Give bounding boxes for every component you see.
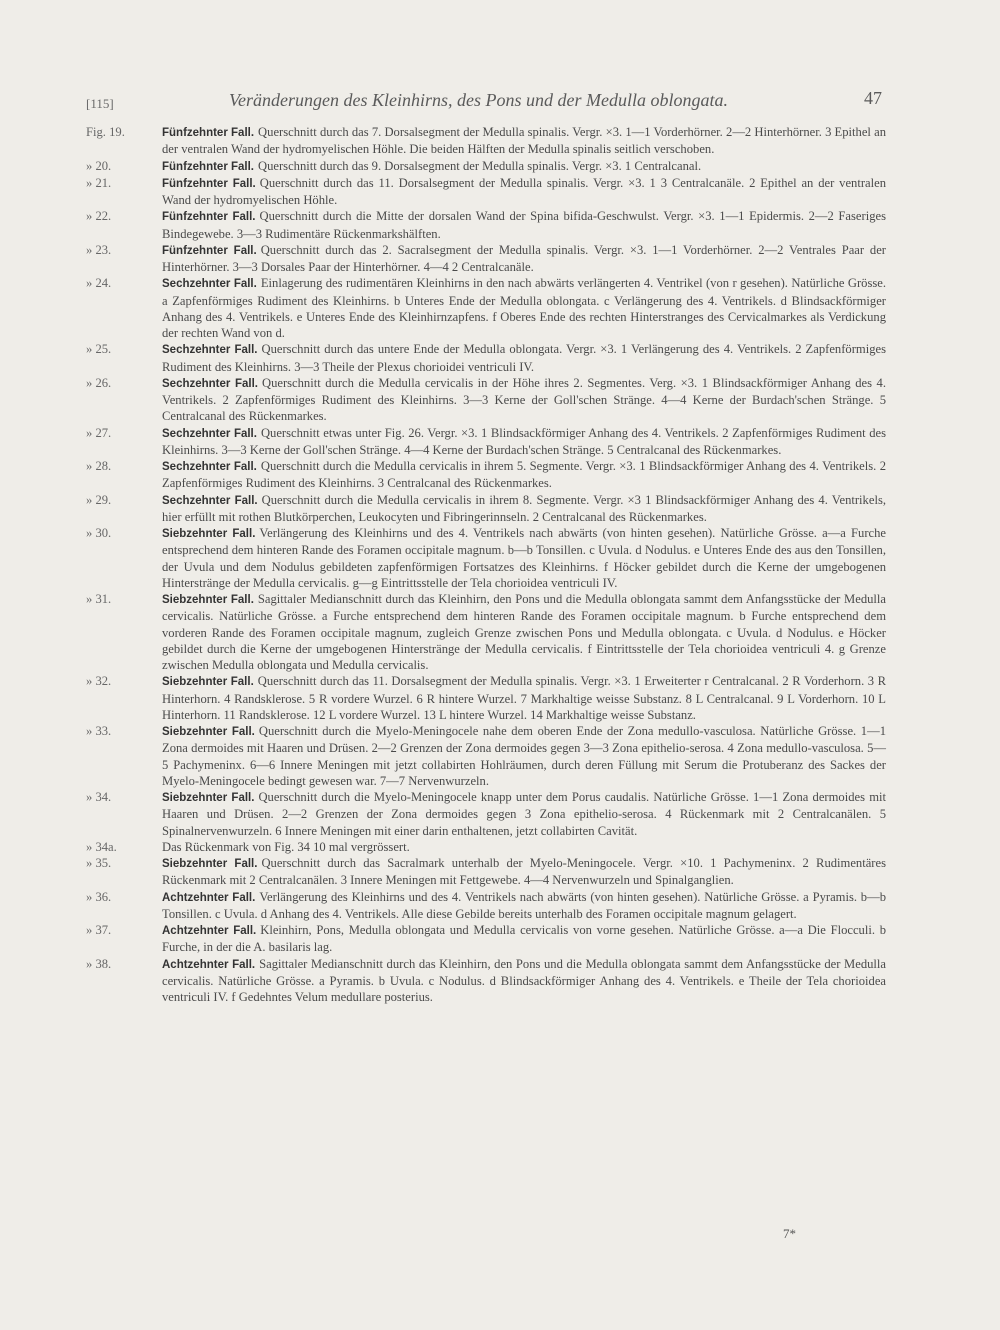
figure-caption <box>86 375 886 425</box>
figure-number: » 35. <box>86 856 112 870</box>
case-title: Achtzehnter Fall. <box>162 958 256 971</box>
case-title: Sechzehnter Fall. <box>162 461 257 473</box>
figure-caption <box>86 956 886 1006</box>
figure-caption <box>86 673 886 723</box>
case-title: Achtzehnter Fall. <box>162 891 256 904</box>
case-title: Achtzehnter Fall. <box>162 925 257 937</box>
figure-number: » 20. <box>86 158 112 173</box>
figure-number: » 26. <box>86 375 112 390</box>
figure-caption <box>86 855 886 889</box>
figure-number: » 29. <box>86 492 112 507</box>
figure-caption <box>86 275 886 341</box>
caption-text: Einlagerung des rudimentären Kleinhirns in den nach abwärts verlängerten 4. Ventrikel (von r gesehen). Natürliche Grösse. a Zapfenförmiges Rudiment des Kleinhirns. b Unteres Ende der Medulla oblongata. c Verlängerung des 4. Ventrikels. d Blindsackförmiger Anhang des 4. Ventrikels. e Unteres Ende des Kleinhirnzapfens. f Oberes Ende des rechten Hinterstranges des Cervicalmarkes als Verdickung der rechten Wand von d. <box>162 276 886 340</box>
caption-text: Querschnitt durch das 9. Dorsalsegment der Medulla spinalis. Vergr. ×3. 1 Centralcanal. <box>258 158 702 173</box>
caption-text: Verlängerung des Kleinhirns und des 4. Ventrikels nach abwärts (von hinten gesehen). Natürliche Grösse. a—a Furche entsprechend dem hinteren Rande des Foramen occipitale magnum. b—b Tonsillen. c Uvula. d Nodulus. e Unteres Ende des aus den Tonsillen, der Uvula und dem Nodulus gebildeten zapfenförmigen Fortsatzes des Kleinhirns. f Höcker gebildet durch die Kerne der umgebogenen Hinterstränge der Medulla cervicalis. g—g Eintrittsstelle der Tela chorioidea ventriculi IV. <box>162 526 886 590</box>
case-title: Sechzehnter Fall. <box>162 377 258 390</box>
figure-caption <box>86 458 886 492</box>
caption-text: Querschnitt durch die Medulla cervicalis in ihrem 8. Segmente. Vergr. ×3 1 Blindsackförmiger Anhang des 4. Ventrikels, hier erfüllt mit rothen Blutkörperchen, Leukocyten und Fibringerinnseln. 2 Centralcanal des Rückenmarkes. <box>162 492 886 524</box>
figure-caption <box>86 591 886 673</box>
case-title: Siebzehnter Fall. <box>162 594 254 606</box>
case-title: Siebzehnter Fall. <box>162 528 256 540</box>
figure-caption <box>86 124 886 158</box>
figure-caption <box>86 208 886 242</box>
figure-number: » 36. <box>86 889 112 904</box>
case-title: Sechzehnter Fall. <box>162 427 257 440</box>
figure-caption <box>86 789 886 839</box>
signature-mark: 7* <box>783 1226 796 1241</box>
caption-text: Querschnitt durch die Medulla cervicalis in der Höhe ihres 2. Segmentes. Verg. ×3. 1 Blindsackförmiger Anhang des 4. Ventrikels. 2 Zapfenförmiges Rudiment des Kleinhirns. 3—3 Kerne der Goll'schen Stränge. 4—4 Kerne der Burdach'schen Stränge. 5 Centralcanal des Rückenmarkes. <box>162 375 886 424</box>
figure-caption <box>86 341 886 375</box>
caption-text: Querschnitt durch das 11. Dorsalsegment der Medulla spinalis. Vergr. ×3. 1 Erweiterter r Centralcanal. 2 R Vorderhorn. 3 R Hinterhorn. 4 Randsklerose. 5 R vordere Wurzel. 6 R hintere Wurzel. 7 Markhaltige weisse Substanz. 8 L Centralcanal. 9 L Vorderhorn. 10 L Hinterhorn. 11 Randsklerose. 12 L vordere Wurzel. 13 L hintere Wurzel. 14 Markhaltige weisse Substanz. <box>162 674 886 722</box>
figure-caption <box>86 723 886 789</box>
figure-number: » 30. <box>86 526 112 540</box>
caption-text: Verlängerung des Kleinhirns und des 4. Ventrikels nach abwärts (von hinten gesehen). Natürliche Grösse. a Pyramis. b—b Tonsillen. c Uvula. d Anhang des 4. Ventrikels. Alle diese Gebilde bereits unterhalb des Foramen occipitale magnum gelagert. <box>162 889 886 921</box>
figure-number: Fig. 19. <box>86 125 125 139</box>
case-title: Sechzehnter Fall. <box>162 278 257 291</box>
case-title: Siebzehnter Fall. <box>162 676 254 689</box>
figure-caption <box>86 492 886 526</box>
case-title: Fünfzehnter Fall. <box>162 127 255 139</box>
caption-text: Sagittaler Medianschnitt durch das Kleinhirn, den Pons und die Medulla oblongata sammt dem Anfangsstücke der Medulla cervicalis. Natürliche Grösse. a Furche entsprechend dem hinteren Rande des Foramen occipitale magnum. b Furche entsprechend dem vorderen Rande des Foramen occipitale magnum, zugleich Grenze zwischen Pons und Medulla oblongata. c Uvula. d Nodulus. e Höcker gebildet durch die Kerne der umgebogenen Hinterstränge der Medulla cervicalis. f Eintrittsstelle der Tela chorioidea ventriculi 4. g Grenze zwischen Medulla oblongata und Medulla cervicalis. <box>162 592 887 672</box>
figure-number: » 27. <box>86 425 112 440</box>
figure-number: » 23. <box>86 242 112 257</box>
case-title: Siebzehnter Fall. <box>162 726 255 738</box>
caption-text: Kleinhirn, Pons, Medulla oblongata und Medulla cervicalis von vorne gesehen. Natürliche Grösse. a—a Die Flocculi. b Furche, in der die A. basilaris lag. <box>162 923 887 955</box>
figure-number: » 34a. <box>86 839 117 854</box>
figure-captions-list <box>86 124 886 1005</box>
page-number: 47 <box>864 88 882 108</box>
caption-text: Querschnitt durch die Medulla cervicalis in ihrem 5. Segmente. Vergr. ×3. 1 Blindsackförmiger Anhang des 4. Ventrikels. 2 Zapfenförmiges Rudiment des Kleinhirns. 3 Centralcanal des Rückenmarkes. <box>162 459 886 491</box>
figure-caption <box>86 889 886 923</box>
figure-number: » 31. <box>86 592 112 606</box>
case-title: Fünfzehnter Fall. <box>162 244 257 257</box>
figure-caption <box>86 525 886 591</box>
running-head <box>86 88 882 114</box>
caption-text: Querschnitt durch das 11. Dorsalsegment der Medulla spinalis. Vergr. ×3. 1 3 Centralcanäle. 2 Epithel an der ventralen Wand der hydromyelischen Höhle. <box>162 175 887 207</box>
caption-text: Querschnitt durch die Myelo-Meningocele knapp unter dem Porus caudalis. Natürliche Grösse. 1—1 Zona dermoides mit Haaren und Drüsen. 2—2 Grenzen der Zona dermoides gegen 3 Zona epithelio-serosa. 4 Rückenmark mit 2 Centralcanälen. 5 Spinalnervenwurzeln. 6 Innere Meningen mit einer darin enthaltenen, jetzt collabirten Cavität. <box>162 790 886 838</box>
figure-number: » 38. <box>86 956 112 971</box>
caption-text: Querschnitt durch die Mitte der dorsalen Wand der Spina bifida-Geschwulst. Vergr. ×3. 1—1 Epidermis. 2—2 Faseriges Bindegewebe. 3—3 Rudimentäre Rückenmarkshälften. <box>162 209 886 241</box>
caption-text: Querschnitt durch die Myelo-Meningocele nahe dem oberen Ende der Zona medullo-vasculosa. Natürliche Grösse. 1—1 Zona dermoides mit Haaren und Drüsen. 2—2 Grenzen der Zona dermoides gegen 3—3 Zona epithelio-serosa. 4 Zona medullo-vasculosa. 5—5 Pachymeninx. 6—6 Innere Meningen mit jetzt collabirten Hohlräumen, durch deren Füllung mit Serum die Protuberanz des Sackes der Myelo-Meningocele bedingt gewesen war. 7—7 Nervenwurzeln. <box>162 724 886 788</box>
case-title: Siebzehnter Fall. <box>162 858 258 870</box>
figure-number: » 37. <box>86 923 112 937</box>
running-title: Veränderungen des Kleinhirns, des Pons und der Medulla oblongata. <box>229 90 728 110</box>
case-title: Sechzehnter Fall. <box>162 344 258 357</box>
figure-caption <box>86 158 886 175</box>
section-marker: [115] <box>86 96 114 111</box>
case-title: Fünfzehnter Fall. <box>162 177 256 190</box>
caption-text: Querschnitt durch das 7. Dorsalsegment der Medulla spinalis. Vergr. ×3. 1—1 Vorderhörner. 2—2 Hinterhörner. 3 Epithel an der ventralen Wand der hydromyelischen Höhle. Die beiden Hälften der Medulla spinalis seitlich verschoben. <box>162 125 887 157</box>
case-title: Fünfzehnter Fall. <box>162 160 254 173</box>
figure-caption <box>86 242 886 276</box>
figure-number: » 32. <box>86 674 112 689</box>
caption-text: Das Rückenmark von Fig. 34 10 mal vergrössert. <box>162 839 410 854</box>
caption-text: Querschnitt durch das 2. Sacralsegment der Medulla spinalis. Vergr. ×3. 1—1 Vorderhörner. 2—2 Ventrales Paar der Hinterhörner. 3—3 Dorsales Paar der Hinterhörner. 4—4 2 Centralcanäle. <box>162 242 887 274</box>
figure-number: » 22. <box>86 209 112 224</box>
figure-number: » 25. <box>86 342 112 357</box>
case-title: Siebzehnter Fall. <box>162 792 255 804</box>
caption-text: Querschnitt durch das untere Ende der Medulla oblongata. Vergr. ×3. 1 Verlängerung des 4. Ventrikels. 2 Zapfenförmiges Rudiment des Kleinhirns. 3—3 Theile der Plexus chorioidei ventriculi IV. <box>162 342 886 374</box>
figure-number: » 28. <box>86 459 112 473</box>
caption-text: Sagittaler Medianschnitt durch das Kleinhirn, den Pons und die Medulla oblongata sammt dem Anfangsstücke der Medulla cervicalis. Natürliche Grösse. a Pyramis. b Uvula. c Nodulus. d Blindsackförmiger Anhang des 4. Ventrikels. e Theile der Tela chorioidea ventriculi IV. f Gedehntes Velum medullare posterius. <box>162 956 887 1004</box>
figure-number: » 24. <box>86 276 112 291</box>
figure-number: » 33. <box>86 724 112 738</box>
figure-caption <box>86 425 886 459</box>
figure-caption <box>86 839 886 855</box>
case-title: Fünfzehnter Fall. <box>162 211 256 224</box>
caption-text: Querschnitt etwas unter Fig. 26. Vergr. ×3. 1 Blindsackförmiger Anhang des 4. Ventrikels. 2 Zapfenförmiges Rudiment des Kleinhirns. 3—3 Kerne der Goll'schen Stränge. 4—4 Kerne der Burdach'schen Stränge. 5 Centralcanal des Rückenmarkes. <box>162 425 886 457</box>
figure-caption <box>86 922 886 956</box>
figure-caption <box>86 175 886 209</box>
caption-text: Querschnitt durch das Sacralmark unterhalb der Myelo-Meningocele. Vergr. ×10. 1 Pachymeninx. 2 Rudimentäres Rückenmark mit 2 Centralcanälen. 3 Innere Meningen mit Fettgewebe. 4—4 Nervenwurzeln und Spinalganglien. <box>162 856 886 888</box>
case-title: Sechzehnter Fall. <box>162 494 258 507</box>
figure-number: » 34. <box>86 790 112 804</box>
figure-number: » 21. <box>86 175 112 190</box>
